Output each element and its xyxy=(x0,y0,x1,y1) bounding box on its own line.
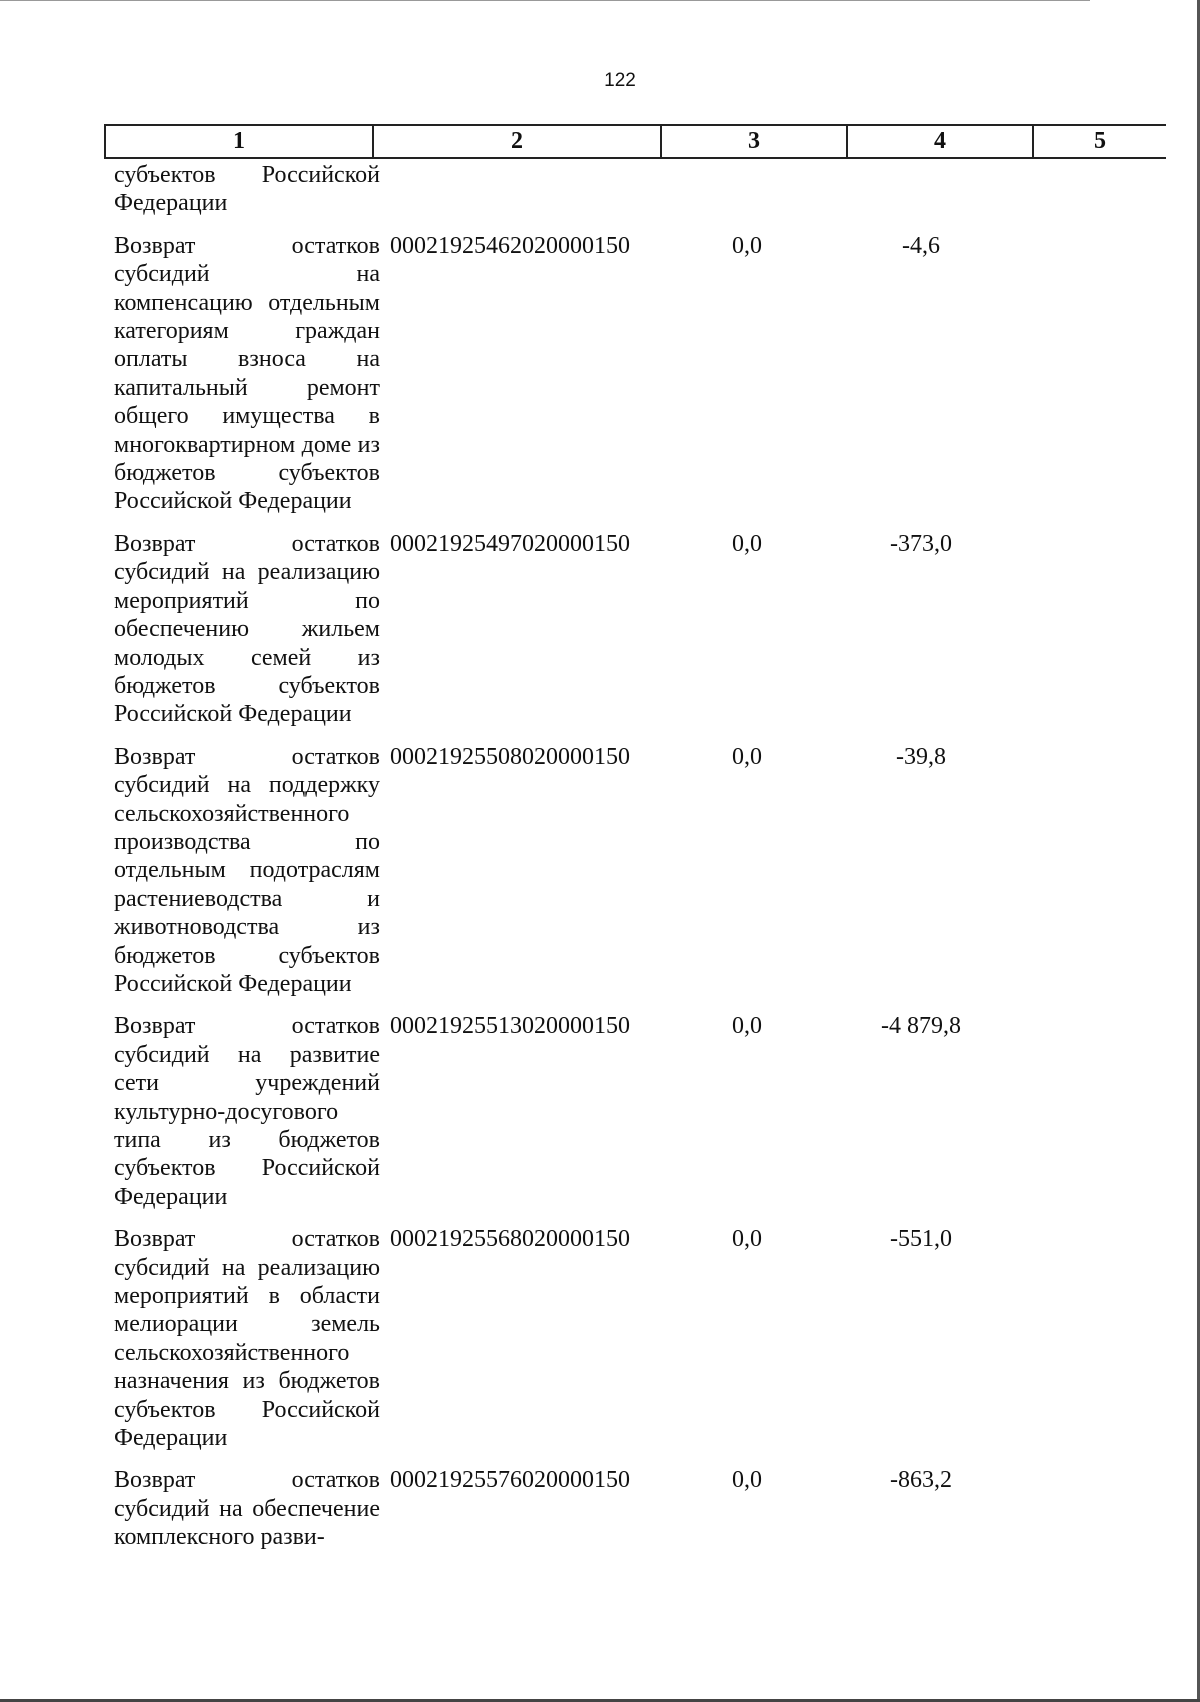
row-col5 xyxy=(1016,161,1146,218)
row-code: 00021925568020000150 xyxy=(390,1226,630,1253)
table-row xyxy=(104,232,1166,516)
row-col3: 0,0 xyxy=(732,743,762,770)
table-header xyxy=(104,124,1166,159)
row-code: 00021925462020000150 xyxy=(390,232,630,259)
row-name: Возврат остатков субсидий на компенсацию отдельным категориям граждан оплаты взноса на капитальный ремонт общего имущества в многоквартирном доме из бюджетов субъектов Российской Федерации xyxy=(114,232,380,515)
table-row xyxy=(104,1225,1166,1452)
row-name: Возврат остатков субсидий на развитие сети учреждений культурно-досугового типа из бюджетов субъектов Российской Федерации xyxy=(114,1013,380,1210)
column-header-5: 5 xyxy=(1094,128,1106,154)
row-col5 xyxy=(1016,743,1146,999)
page-frame-top xyxy=(0,0,1090,1)
row-code: 00021925497020000150 xyxy=(390,530,630,557)
row-col4: -551,0 xyxy=(890,1226,952,1253)
row-col4: -39,8 xyxy=(896,743,946,770)
row-col3: 0,0 xyxy=(732,530,762,557)
row-col5 xyxy=(1016,1225,1146,1452)
row-col3: 0,0 xyxy=(732,1467,762,1494)
row-name: Возврат остатков субсидий на поддержку сельскохозяйственного производства по отдельным подотраслям растениеводства и животноводства из бюджетов субъектов Российской Федерации xyxy=(114,743,380,997)
table-row xyxy=(104,743,1166,999)
table-row xyxy=(104,530,1166,729)
row-col4: -863,2 xyxy=(890,1467,952,1494)
row-col4: -4 879,8 xyxy=(881,1013,961,1040)
row-col4: -373,0 xyxy=(890,530,952,557)
row-col3: 0,0 xyxy=(732,1013,762,1040)
row-col3: 0,0 xyxy=(732,1226,762,1253)
row-col4 xyxy=(826,161,1016,218)
row-code: 00021925508020000150 xyxy=(390,743,630,770)
row-name: Возврат остатков субсидий на обеспечение комплексного разви- xyxy=(114,1467,380,1551)
row-col5 xyxy=(1016,530,1146,729)
row-col3 xyxy=(668,161,826,218)
column-header-3: 3 xyxy=(662,126,848,157)
row-name: Возврат остатков субсидий на реализацию мероприятий по обеспечению жильем молодых семей из бюджетов субъектов Российской Федерации xyxy=(114,530,380,728)
row-code: 00021925576020000150 xyxy=(390,1467,630,1494)
row-col3: 0,0 xyxy=(732,232,762,259)
table-body xyxy=(104,161,1166,1563)
page-number: 122 xyxy=(604,70,636,91)
table-row xyxy=(104,1466,1166,1551)
table-row xyxy=(104,161,1166,218)
table-row xyxy=(104,1012,1166,1211)
row-name: субъектов Российской Федерации xyxy=(114,162,380,217)
row-col5 xyxy=(1016,232,1146,516)
column-header-2: 2 xyxy=(374,126,662,157)
column-header-1: 1 xyxy=(104,126,374,157)
row-code xyxy=(380,161,668,218)
row-col4: -4,6 xyxy=(902,232,940,259)
column-header-4: 4 xyxy=(848,126,1034,157)
row-col5 xyxy=(1016,1466,1146,1551)
row-col5 xyxy=(1016,1012,1146,1211)
row-name: Возврат остатков субсидий на реализацию мероприятий в области мелиорации земель сельскохозяйственного назначения из бюджетов субъектов Российской Федерации xyxy=(114,1226,380,1452)
row-code: 00021925513020000150 xyxy=(390,1013,630,1040)
